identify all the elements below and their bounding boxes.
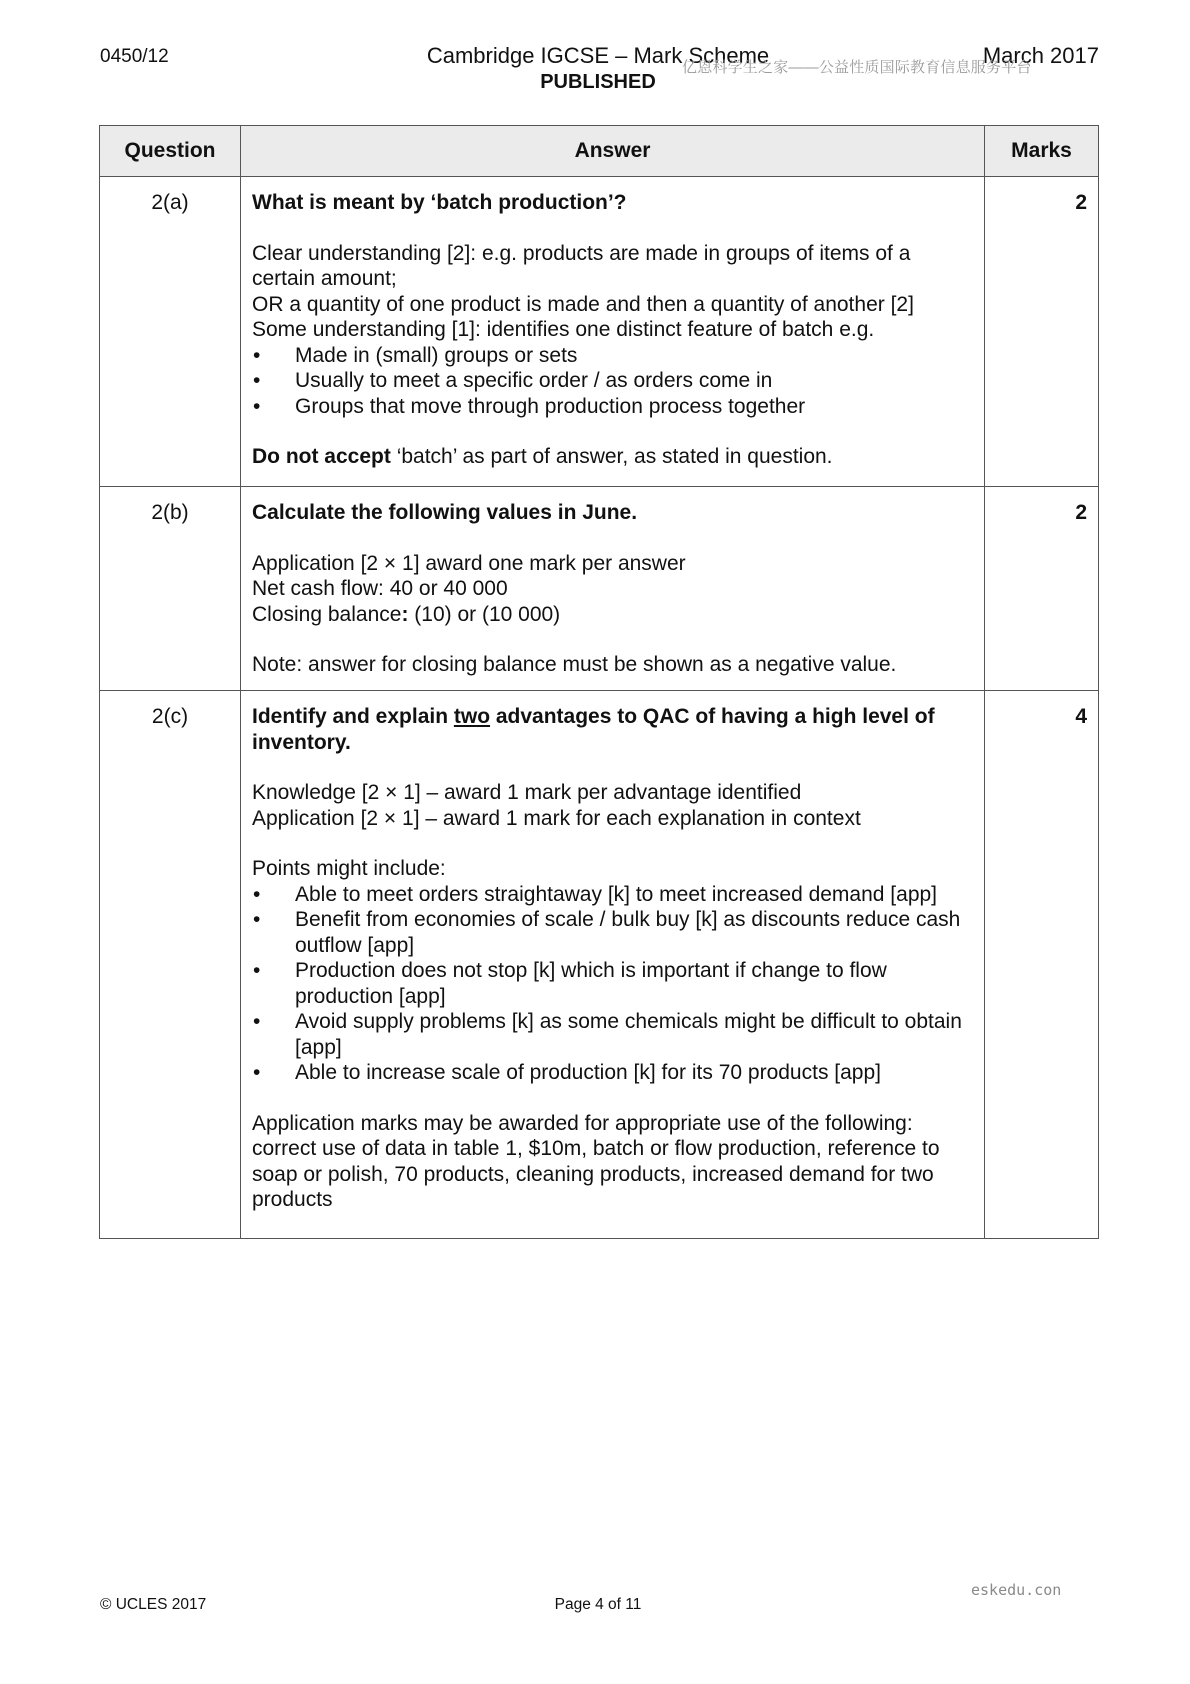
mark-scheme-table (99, 125, 1099, 1239)
answer-line: Some understanding [1]: identifies one distinct feature of batch e.g. (252, 318, 875, 341)
marks-value: 4 (985, 691, 1099, 1239)
list-item: • Groups that move through production process together (252, 394, 974, 420)
question-number: 2(b) (100, 487, 241, 691)
closing-value: (10) or (10 000) (408, 602, 561, 626)
bullet-list (252, 343, 974, 420)
marks-value: 2 (985, 177, 1099, 487)
copyright: © UCLES 2017 (100, 1596, 207, 1613)
title: Cambridge IGCSE – Mark Scheme (426, 43, 770, 68)
column-header-answer: Answer (241, 126, 985, 177)
table-header-row (100, 126, 1099, 177)
list-item: • Made in (small) groups or sets (252, 343, 974, 369)
answer-line (252, 602, 974, 628)
marks-value: 2 (985, 487, 1099, 691)
exam-date: March 2017 (982, 43, 1099, 68)
list-item: • Avoid supply problems [k] as some chemicals might be difficult to obtain [app] (252, 1009, 974, 1060)
footer-watermark: eskedu.con (971, 1581, 1062, 1599)
answer-note: Note: answer for closing balance must be shown as a negative value. (252, 653, 897, 676)
page-number: Page 4 of 11 (554, 1596, 642, 1613)
answer-line: Knowledge [2 × 1] – award 1 mark per advantage identified (252, 781, 802, 804)
answer-cell (241, 177, 985, 487)
list-item: • Able to increase scale of production [k] for its 70 products [app] (252, 1060, 974, 1086)
closing-colon: : (401, 602, 409, 626)
note-emphasis: Do not accept (252, 445, 391, 468)
answer-line: Clear understanding [2]: e.g. products are made in groups of items of a certain amount; (252, 241, 911, 290)
prompt-start: Identify and explain (252, 705, 454, 728)
answer-cell (241, 691, 985, 1239)
answer-cell (241, 487, 985, 691)
column-header-question: Question (100, 126, 241, 177)
question-prompt: Calculate the following values in June. (252, 501, 638, 524)
bullet-list (252, 882, 974, 1086)
list-item: • Able to meet orders straightaway [k] to meet increased demand [app] (252, 882, 974, 908)
column-header-marks: Marks (985, 126, 1099, 177)
answer-closing: Application marks may be awarded for appropriate use of the following: correct use of data in table 1, $10m, batch or flow production, reference to soap or polish, 70 products, cleaning products, increased demand for two products (252, 1111, 940, 1211)
table-row (100, 691, 1099, 1239)
paper-code: 0450/12 (100, 46, 169, 67)
closing-label: Closing balance (252, 602, 402, 626)
prompt-end: advantages to QAC of having a high level of inventory. (252, 705, 935, 754)
watermark-text: 亿恩科学生之家——公益性质国际教育信息服务平台 (682, 59, 1032, 76)
question-number: 2(a) (100, 177, 241, 487)
table-row (100, 487, 1099, 691)
list-item: • Usually to meet a specific order / as orders come in (252, 368, 974, 394)
table-row (100, 177, 1099, 487)
list-item: • Benefit from economies of scale / bulk buy [k] as discounts reduce cash outflow [app] (252, 907, 974, 958)
question-prompt (252, 704, 974, 755)
question-prompt: What is meant by ‘batch production’? (252, 191, 627, 214)
published-label: PUBLISHED (540, 71, 656, 93)
note-text: ‘batch’ as part of answer, as stated in question. (390, 445, 833, 468)
question-number: 2(c) (100, 691, 241, 1239)
points-intro: Points might include: (252, 857, 446, 880)
list-item: • Production does not stop [k] which is important if change to flow production [app] (252, 958, 974, 1009)
answer-note (252, 444, 974, 470)
answer-line: Application [2 × 1] award one mark per answer (252, 551, 686, 575)
answer-line: Application [2 × 1] – award 1 mark for each explanation in context (252, 806, 861, 830)
answer-line: OR a quantity of one product is made and then a quantity of another [2] (252, 292, 914, 316)
answer-line: Net cash flow: 40 or 40 000 (252, 577, 508, 600)
prompt-underlined: two (453, 705, 491, 728)
